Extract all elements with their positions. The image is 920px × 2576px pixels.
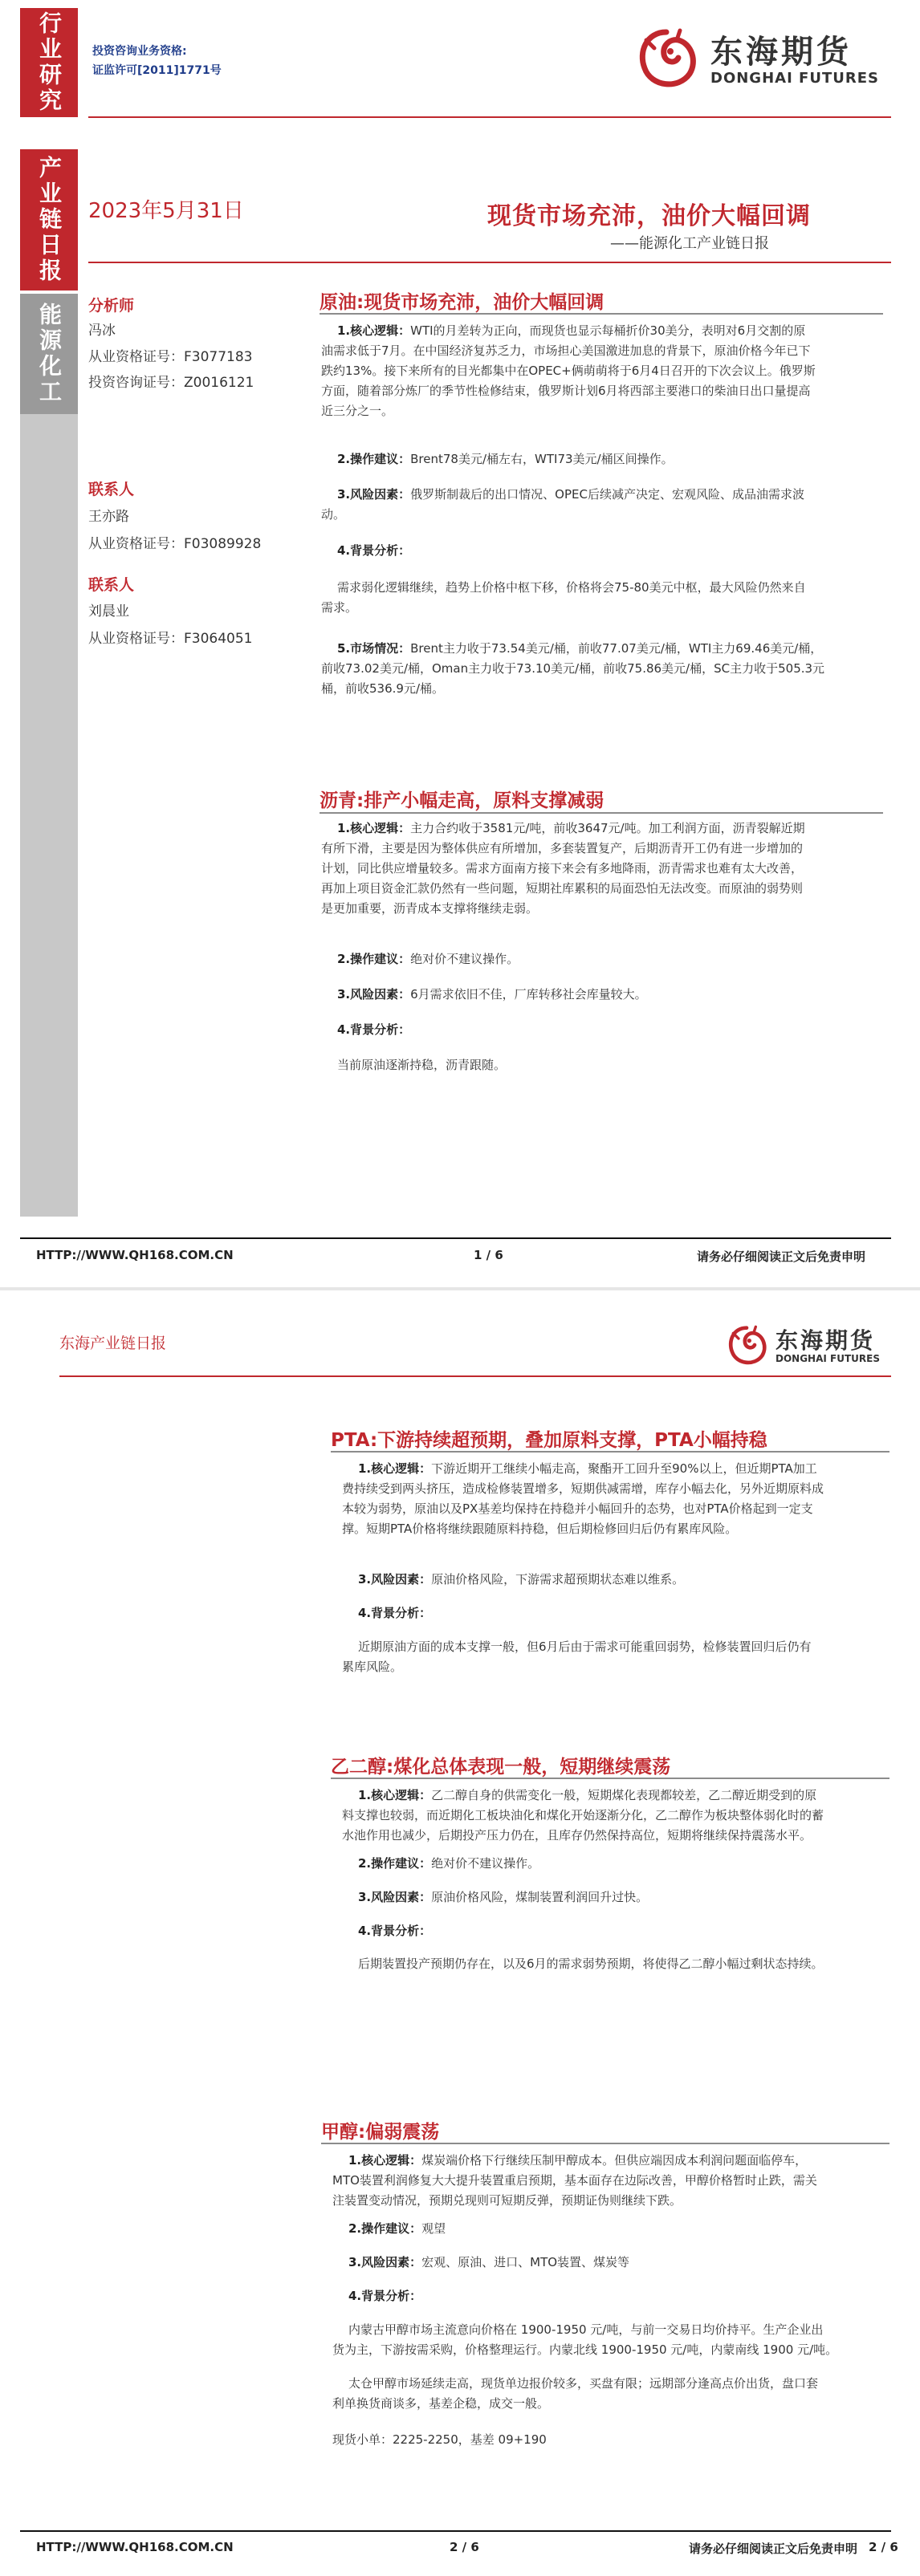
report-title: 现货市场充沛，油价大幅回调 xyxy=(487,202,811,230)
contact1-heading: 联系人 xyxy=(88,481,135,498)
logo-name-en-page2: DONGHAI FUTURES xyxy=(775,1353,880,1364)
meg-section-divider xyxy=(331,1778,889,1779)
asphalt-risk-factors: 3.风险因素：6月需求依旧不佳，厂库转移社会库量较大。 xyxy=(337,987,647,1002)
dragon-logo-icon xyxy=(630,24,702,96)
page-1 xyxy=(0,0,920,1284)
asphalt-background-label: 4.背景分析： xyxy=(337,1022,411,1037)
asphalt-core-logic: 1.核心逻辑：主力合约收于3581元/吨，前收3647元/吨。加工利润方面，沥青裂解近期 有所下滑，主要是因为整体供应有所增加，多套装置复产，后期沥青开工仍有进一步增加的 计划，同比供应增量较多。需求方面南方接下来会有多地降雨，沥青需求也难有太大改善， 再加上项目资金汇款仍然有一些问题，短期社库累积的局面恐怕无法改变。而原油的弱势则 是更加重要，沥青成本支撑将继续走弱。 xyxy=(321,821,805,916)
page2-footer-url[interactable]: HTTP://WWW.QH168.COM.CN xyxy=(36,2540,234,2554)
footer-page-number: 1 / 6 xyxy=(474,1248,503,1262)
contact1-name: 王亦路 xyxy=(88,509,129,525)
methanol-background-text-2: 太仓甲醇市场延续走高，现货单边报价较多，买盘有限；远期部分逢高点价出货，盘口套 利单换货商谈多，基差企稳，成交一般。 xyxy=(332,2376,819,2411)
pta-background-label: 4.背景分析： xyxy=(358,1606,432,1620)
logo-name-en: DONGHAI FUTURES xyxy=(710,69,879,87)
meg-core-logic: 1.核心逻辑：乙二醇自身的供需变化一般，短期煤化表现都较差，乙二醇近期受到的原 料支撑也较弱，而近期化工板块油化和煤化开始逐渐分化，乙二醇作为板块整体弱化时的蓄 水池作用也减少，后期投产压力仍在，且库存仍然保持高位，短期将继续保持震荡水平。 xyxy=(342,1788,824,1843)
asphalt-background-text: 当前原油逐渐持稳，沥青跟随。 xyxy=(337,1058,507,1072)
qualification-line-1: 投资咨询业务资格: xyxy=(92,45,187,58)
donghai-logo-page2 xyxy=(723,1323,880,1371)
contact2-name: 刘晨业 xyxy=(88,603,129,620)
report-subtitle: ——能源化工产业链日报 xyxy=(610,235,769,252)
analyst-cert-1: 从业资格证号：F3077183 xyxy=(88,349,253,365)
tab-energy-chemical: 能源化工 xyxy=(20,294,78,414)
title-divider xyxy=(88,262,891,263)
asphalt-section-divider xyxy=(320,812,883,814)
analyst-cert-2: 投资咨询证号：Z0016121 xyxy=(88,375,254,391)
pta-section-divider xyxy=(331,1451,889,1453)
methanol-spot-price: 现货小单：2225-2250，基差 09+190 xyxy=(332,2432,547,2447)
page2-footer-page-number: 2 / 6 xyxy=(450,2540,479,2554)
contact2-heading: 联系人 xyxy=(88,576,135,594)
page2-header-label: 东海产业链日报 xyxy=(59,1335,167,1352)
header-divider xyxy=(88,116,891,118)
contact2-cert: 从业资格证号：F3064051 xyxy=(88,631,253,647)
report-date: 2023年5月31日 xyxy=(88,199,244,223)
crude-section-title: 原油:现货市场充沛，油价大幅回调 xyxy=(320,292,605,313)
crude-background-label: 4.背景分析： xyxy=(337,543,411,558)
crude-core-logic: 1.核心逻辑：WTI的月差转为正向，而现货也显示每桶折价30美分，表明对6月交割的原 油需求低于7月。在中国经济复苏乏力，市场担心美国激进加息的背景下，原油价格今年已下 跌约13%。接下来所有的目光都集中在OPEC+俩萌萌将于6月4日召开的下次会议上。俄罗斯 方面，随着部分炼厂的季节性检修结束，俄罗斯计划6月将西部主要港口的柴油日出口量提高 近三分之一。 xyxy=(321,323,816,418)
asphalt-operation-advice: 2.操作建议：绝对价不建议操作。 xyxy=(337,952,519,966)
crude-market-situation: 5.市场情况：Brent主力收于73.54美元/桶，前收77.07美元/桶，WTI主力69.46美元/桶， 前收73.02美元/桶，Oman主力收于73.10美元/桶，前收75.86美元/桶，SC主力收于505.3元 桶，前收536.9元/桶。 xyxy=(321,641,825,696)
footer-url[interactable]: HTTP://WWW.QH168.COM.CN xyxy=(36,1248,234,1262)
crude-operation-advice: 2.操作建议：Brent78美元/桶左右，WTI73美元/桶区间操作。 xyxy=(337,452,674,466)
tab-industry-research: 行业研究 xyxy=(20,8,78,117)
donghai-logo xyxy=(630,24,879,96)
methanol-section-divider xyxy=(321,2143,889,2144)
logo-name-cn: 东海期货 xyxy=(710,33,852,71)
meg-section-title: 乙二醇:煤化总体表现一般，短期继续震荡 xyxy=(331,1757,671,1778)
meg-operation-advice: 2.操作建议：绝对价不建议操作。 xyxy=(358,1856,540,1871)
methanol-section-title: 甲醇:偏弱震荡 xyxy=(321,2122,440,2143)
pta-core-logic: 1.核心逻辑：下游近期开工继续小幅走高，聚酯开工回升至90%以上，但近期PTA加工 费持续受到两头挤压，造成检修装置增多，短期供减需增，库存小幅去化，另外近期原料成 本较为弱势，原油以及PX基差均保持在持稳并小幅回升的态势，也对PTA价格起到一定支 撑。短期PTA价格将继续跟随原料持稳，但后期检修回归后仍有累库风险。 xyxy=(342,1461,824,1536)
methanol-background-text-1: 内蒙古甲醇市场主流意向价格在 1900-1950 元/吨，与前一交易日均价持平。生产企业出 货为主，下游按需采购，价格整理运行。内蒙北线 1900-1950 元/吨，内蒙南线 1900 元/吨。 xyxy=(332,2322,838,2357)
page2-header-divider xyxy=(59,1375,891,1377)
methanol-operation-advice: 2.操作建议：观望 xyxy=(348,2221,446,2236)
methanol-risk-factors: 3.风险因素：宏观、原油、进口、MTO装置、煤炭等 xyxy=(348,2255,630,2269)
meg-background-label: 4.背景分析： xyxy=(358,1924,432,1938)
methanol-core-logic: 1.核心逻辑：煤炭端价格下行继续压制甲醇成本。但供应端因成本利润问题面临停车， MTO装置利润修复大大提升装置重启预期，基本面存在边际改善，甲醇价格暂时止跌，需关 注装置变动情况，预期兑现则可短期反弹，预期证伪则继续下跌。 xyxy=(332,2153,817,2208)
asphalt-section-title: 沥青:排产小幅走高，原料支撑减弱 xyxy=(320,790,605,811)
crude-risk-factors: 3.风险因素：俄罗斯制裁后的出口情况、OPEC后续减产决定、宏观风险、成品油需求波 动。 xyxy=(321,487,804,522)
meg-background-text: 后期装置投产预期仍存在，以及6月的需求弱势预期，将使得乙二醇小幅过剩状态持续。 xyxy=(358,1956,824,1971)
pta-section-title: PTA:下游持续超预期，叠加原料支撑，PTA小幅持稳 xyxy=(331,1430,767,1451)
analyst-name: 冯冰 xyxy=(88,323,116,339)
crude-section-divider xyxy=(320,313,883,315)
methanol-background-label: 4.背景分析： xyxy=(348,2289,422,2303)
page2-footer-divider xyxy=(20,2530,891,2532)
qualification-line-2: 证监许可[2011]1771号 xyxy=(92,64,222,77)
tab-industry-chain-daily: 产业链日报 xyxy=(20,149,78,291)
page-2 xyxy=(0,1290,920,2576)
contact1-cert: 从业资格证号：F03089928 xyxy=(88,536,262,552)
analyst-heading: 分析师 xyxy=(88,297,135,315)
crude-background-text: 需求弱化逻辑继续，趋势上价格中枢下移，价格将会75-80美元中枢，最大风险仍然来自 需求。 xyxy=(321,580,806,615)
dragon-logo-icon xyxy=(723,1323,771,1371)
meg-risk-factors: 3.风险因素：原油价格风险，煤制装置利润回升过快。 xyxy=(358,1890,649,1904)
pta-risk-factors: 3.风险因素：原油价格风险，下游需求超预期状态难以维系。 xyxy=(358,1572,685,1587)
footer-disclaimer: 请务必仔细阅读正文后免责申明 xyxy=(697,1249,866,1264)
sidebar-gray-bar xyxy=(20,414,78,1217)
pta-background-text: 近期原油方面的成本支撑一般，但6月后由于需求可能重回弱势，检修装置回归后仍有 累库风险。 xyxy=(342,1639,812,1674)
page2-footer-page-right: 2 / 6 xyxy=(869,2540,898,2554)
footer-divider xyxy=(20,1237,891,1239)
logo-name-cn-page2: 东海期货 xyxy=(775,1327,876,1354)
page2-footer-disclaimer: 请务必仔细阅读正文后免责申明 xyxy=(689,2541,858,2556)
qualification-info xyxy=(92,42,222,80)
